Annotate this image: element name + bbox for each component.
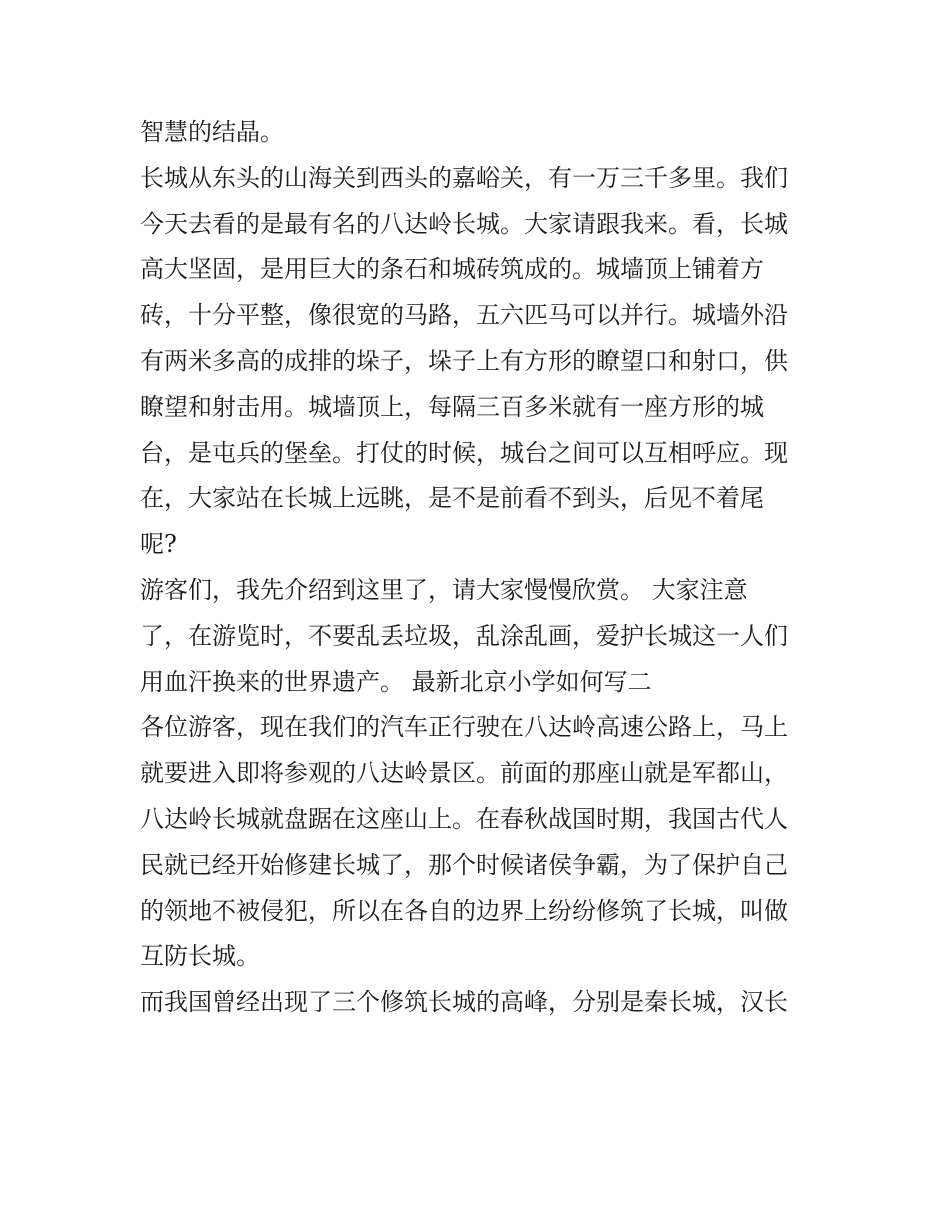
text-line: 今天去看的是最有名的八达岭长城。大家请跟我来。看，长城 — [140, 209, 788, 238]
text-line: 台，是屯兵的堡垒。打仗的时候，城台之间可以互相呼应。现 — [140, 438, 788, 467]
text-line: 呢? — [140, 530, 177, 559]
text-line: 就要进入即将参观的八达岭景区。前面的那座山就是军都山， — [140, 759, 788, 788]
text-line: 互防长城。 — [140, 942, 260, 971]
text-line: 八达岭长城就盘踞在这座山上。在春秋战国时期，我国古代人 — [140, 804, 788, 833]
text-line: 用血汗换来的世界遗产。 最新北京小学如何写二 — [140, 667, 652, 696]
text-line: 了，在游览时，不要乱丢垃圾，乱涂乱画，爱护长城这一人们 — [140, 621, 788, 650]
text-line: 瞭望和射击用。城墙顶上，每隔三百多米就有一座方形的城 — [140, 392, 764, 421]
text-line: 游客们，我先介绍到这里了，请大家慢慢欣赏。 大家注意 — [140, 575, 748, 604]
text-line: 民就已经开始修建长城了，那个时候诸侯争霸，为了保护自己 — [140, 850, 788, 879]
text-line: 而我国曾经出现了三个修筑长城的高峰，分别是秦长城，汉长 — [140, 988, 788, 1017]
text-line: 有两米多高的成排的垛子，垛子上有方形的瞭望口和射口，供 — [140, 346, 788, 375]
text-line: 智慧的结晶。 — [140, 118, 284, 146]
document-body — [140, 110, 820, 1026]
text-line: 高大坚固，是用巨大的条石和城砖筑成的。城墙顶上铺着方 — [140, 255, 764, 284]
text-line: 各位游客，现在我们的汽车正行驶在八达岭高速公路上，马上 — [140, 713, 788, 742]
text-line: 的领地不被侵犯，所以在各自的边界上纷纷修筑了长城，叫做 — [140, 896, 788, 925]
text-line: 砖，十分平整，像很宽的马路，五六匹马可以并行。城墙外沿 — [140, 301, 788, 330]
text-line: 在，大家站在长城上远眺，是不是前看不到头，后见不着尾 — [140, 484, 764, 513]
text-line: 长城从东头的山海关到西头的嘉峪关，有一万三千多里。我们 — [140, 163, 788, 192]
